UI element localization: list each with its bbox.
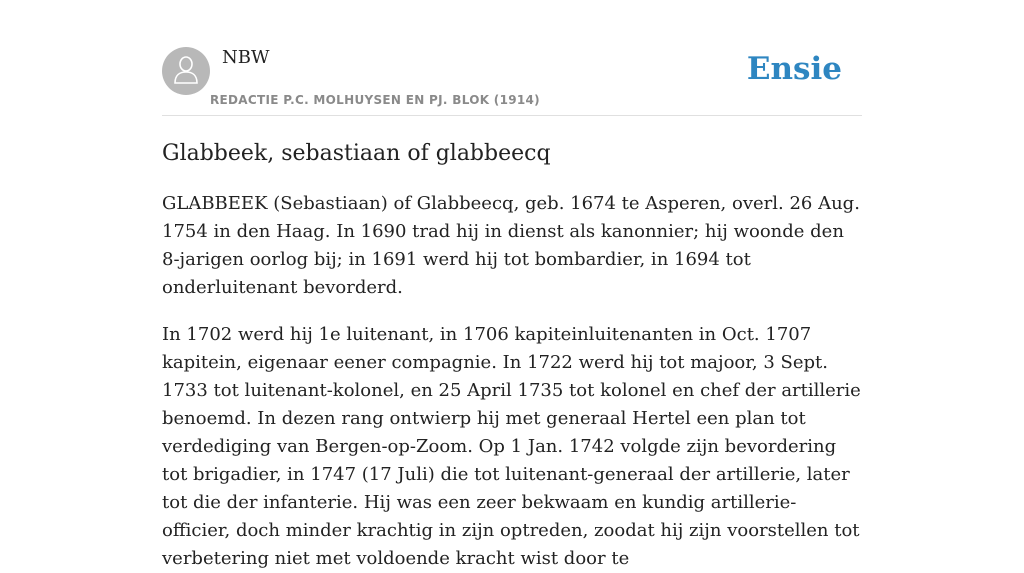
- avatar[interactable]: [162, 47, 210, 95]
- header: [162, 47, 862, 116]
- page: [162, 0, 862, 573]
- author-subtitle: REDACTIE P.C. MOLHUYSEN EN PJ. BLOK (1914): [210, 93, 540, 107]
- author-name[interactable]: NBW: [222, 47, 270, 68]
- article-paragraph: In 1702 werd hij 1e luitenant, in 1706 kapiteinluitenanten in Oct. 1707 kapitein, eigenaar eener compagnie. In 1722 werd hij tot majoor, 3 Sept. 1733 tot luitenant-kolonel, en 25 April 1735 tot kolonel en chef der artillerie benoemd. In dezen rang ontwierp hij met generaal Hertel een plan tot verdediging van Bergen-op-Zoom. Op 1 Jan. 1742 volgde zijn bevordering tot brigadier, in 1747 (17 Juli) die tot luitenant-generaal der artillerie, later tot die der infanterie. Hij was een zeer bekwaam en kundig artillerie-officier, doch minder krachtig in zijn optreden, zoodat hij zijn voorstellen tot verbetering niet met voldoende kracht wist door te: [162, 324, 861, 569]
- user-icon: [173, 54, 199, 89]
- article-paragraph: GLABBEEK (Sebastiaan) of Glabbeecq, geb. 1674 te Asperen, overl. 26 Aug. 1754 in den Haag. In 1690 trad hij in dienst als kanonnier; hij woonde den 8-jarigen oorlog bij; in 1691 werd hij tot bombardier, in 1694 tot onderluitenant bevorderd.: [162, 193, 860, 298]
- article-title: Glabbeek, sebastiaan of glabbeecq: [162, 141, 551, 166]
- brand-logo[interactable]: Ensie: [746, 51, 842, 87]
